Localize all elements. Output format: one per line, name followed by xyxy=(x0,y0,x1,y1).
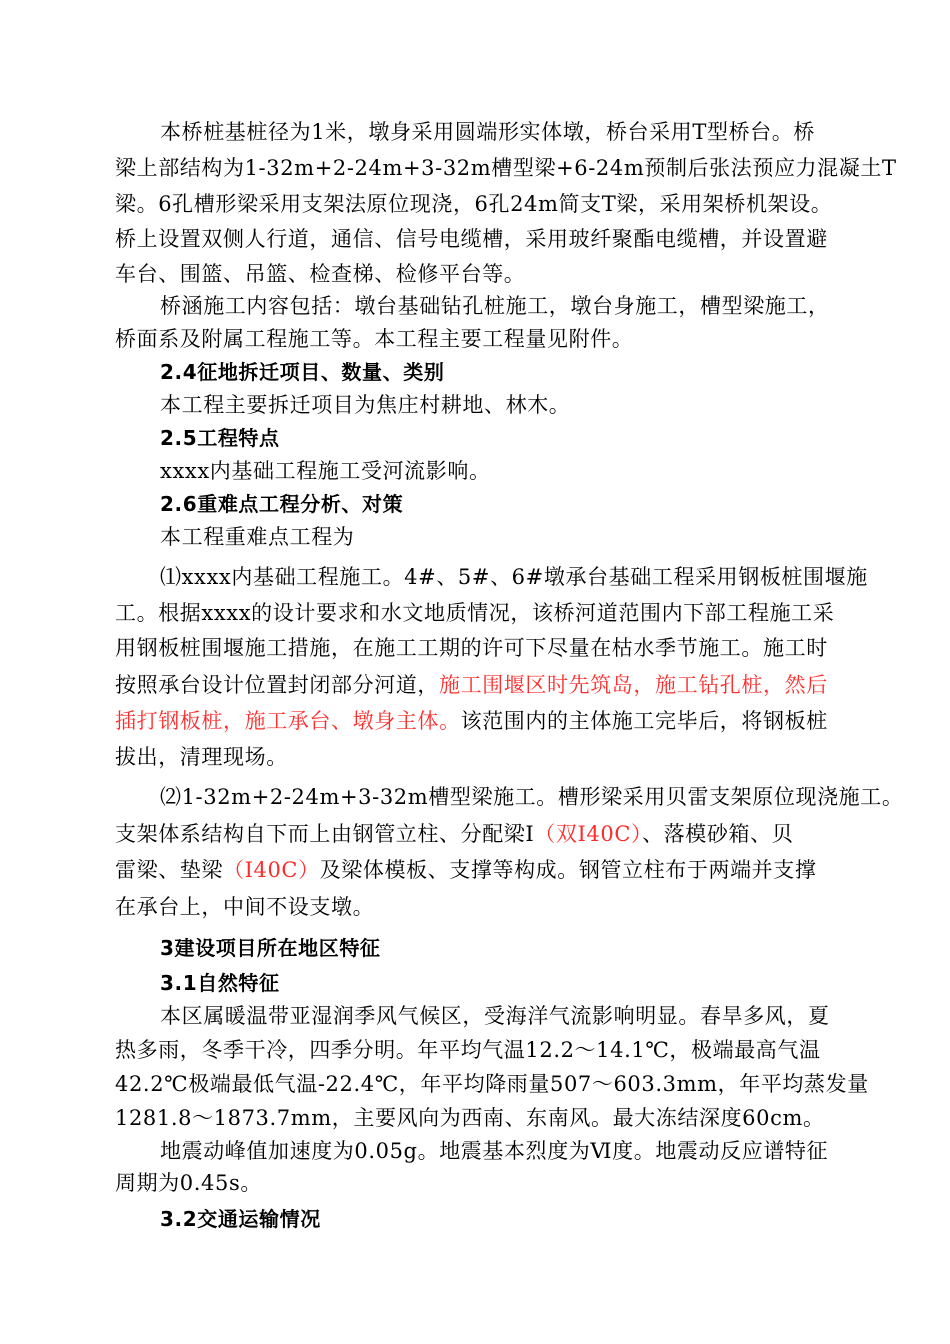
section-heading-3: 3建设项目所在地区特征 xyxy=(160,936,381,960)
paragraph-line xyxy=(115,855,817,885)
highlighted-text: 插打钢板桩，施工承台、墩身主体。 xyxy=(115,709,461,733)
paragraph-line: ⑴xxxx内基础工程施工。4#、5#、6#墩承台基础工程采用钢板桩围堰施 xyxy=(160,565,868,589)
text-segment: 雷梁、垫梁 xyxy=(115,858,223,882)
highlighted-text: （Ⅰ40C） xyxy=(223,858,320,882)
text-segment: 及梁体模板、支撑等构成。钢管立柱布于两端并支撑 xyxy=(319,858,817,882)
paragraph-line: 热多雨，冬季干冷，四季分明。年平均气温12.2～14.1℃，极端最高气温 xyxy=(115,1038,821,1062)
section-heading-2-5: 2.5工程特点 xyxy=(160,426,280,450)
text-segment: 该范围内的主体施工完毕后，将钢板桩 xyxy=(460,709,828,733)
paragraph-line: xxxx内基础工程施工受河流影响。 xyxy=(160,459,491,483)
paragraph-line xyxy=(115,819,793,849)
paragraph-line: 本工程重难点工程为 xyxy=(160,525,355,549)
paragraph-line: 本区属暖温带亚湿润季风气候区，受海洋气流影响明显。春旱多风，夏 xyxy=(160,1004,830,1028)
paragraph-line: 车台、围篮、吊篮、检查梯、检修平台等。 xyxy=(115,262,526,286)
section-heading-3-1: 3.1自然特征 xyxy=(160,971,280,995)
section-heading-2-6: 2.6重难点工程分析、对策 xyxy=(160,492,404,516)
paragraph-line: 1281.8～1873.7mm，主要风向为西南、东南风。最大冻结深度60cm。 xyxy=(115,1106,825,1130)
paragraph-line: 本工程主要拆迁项目为焦庄村耕地、林木。 xyxy=(160,393,571,417)
text-segment: 、落模砂箱、贝 xyxy=(642,822,794,846)
paragraph-line: 梁。6孔槽形梁采用支架法原位现浇，6孔24m简支T梁，采用架桥机架设。 xyxy=(115,192,833,216)
paragraph-line: 桥面系及附属工程施工等。本工程主要工程量见附件。 xyxy=(115,327,634,351)
paragraph-line: 42.2℃极端最低气温-22.4℃，年平均降雨量507～603.3mm，年平均蒸发量 xyxy=(115,1072,869,1096)
text-segment: 支架体系结构自下而上由钢管立柱、分配梁Ⅰ xyxy=(115,822,535,846)
highlighted-text: 施工围堰区时先筑岛，施工钻孔桩，然后 xyxy=(439,673,828,697)
paragraph-line: 本桥桩基桩径为1米，墩身采用圆端形实体墩，桥台采用T型桥台。桥 xyxy=(160,120,815,144)
highlighted-text: （双Ⅰ40C） xyxy=(534,822,643,846)
paragraph-line xyxy=(115,670,828,700)
paragraph-line: 桥涵施工内容包括：墩台基础钻孔桩施工，墩台身施工，槽型梁施工， xyxy=(160,294,830,318)
paragraph-line: 地震动峰值加速度为0.05g。地震基本烈度为Ⅵ度。地震动反应谱特征 xyxy=(160,1139,829,1163)
paragraph-line: 梁上部结构为1-32m+2-24m+3-32m槽型梁+6-24m预制后张法预应力混凝土T xyxy=(115,156,897,180)
paragraph-line: 拔出，清理现场。 xyxy=(115,745,288,769)
text-segment: 按照承台设计位置封闭部分河道， xyxy=(115,673,439,697)
paragraph-line: 周期为0.45s。 xyxy=(115,1171,262,1195)
paragraph-line: 工。根据xxxx的设计要求和水文地质情况，该桥河道范围内下部工程施工采 xyxy=(115,601,835,625)
paragraph-line: 桥上设置双侧人行道，通信、信号电缆槽，采用玻纤聚酯电缆槽，并设置避 xyxy=(115,227,828,251)
paragraph-line: 用钢板桩围堰施工措施，在施工工期的许可下尽量在枯水季节施工。施工时 xyxy=(115,636,828,660)
section-heading-2-4: 2.4征地拆迁项目、数量、类别 xyxy=(160,360,445,384)
paragraph-line xyxy=(115,706,828,736)
paragraph-line: ⑵1-32m+2-24m+3-32m槽型梁施工。槽形梁采用贝雷支架原位现浇施工。 xyxy=(160,785,904,809)
section-heading-3-2: 3.2交通运输情况 xyxy=(160,1207,321,1231)
paragraph-line: 在承台上，中间不设支墩。 xyxy=(115,895,375,919)
